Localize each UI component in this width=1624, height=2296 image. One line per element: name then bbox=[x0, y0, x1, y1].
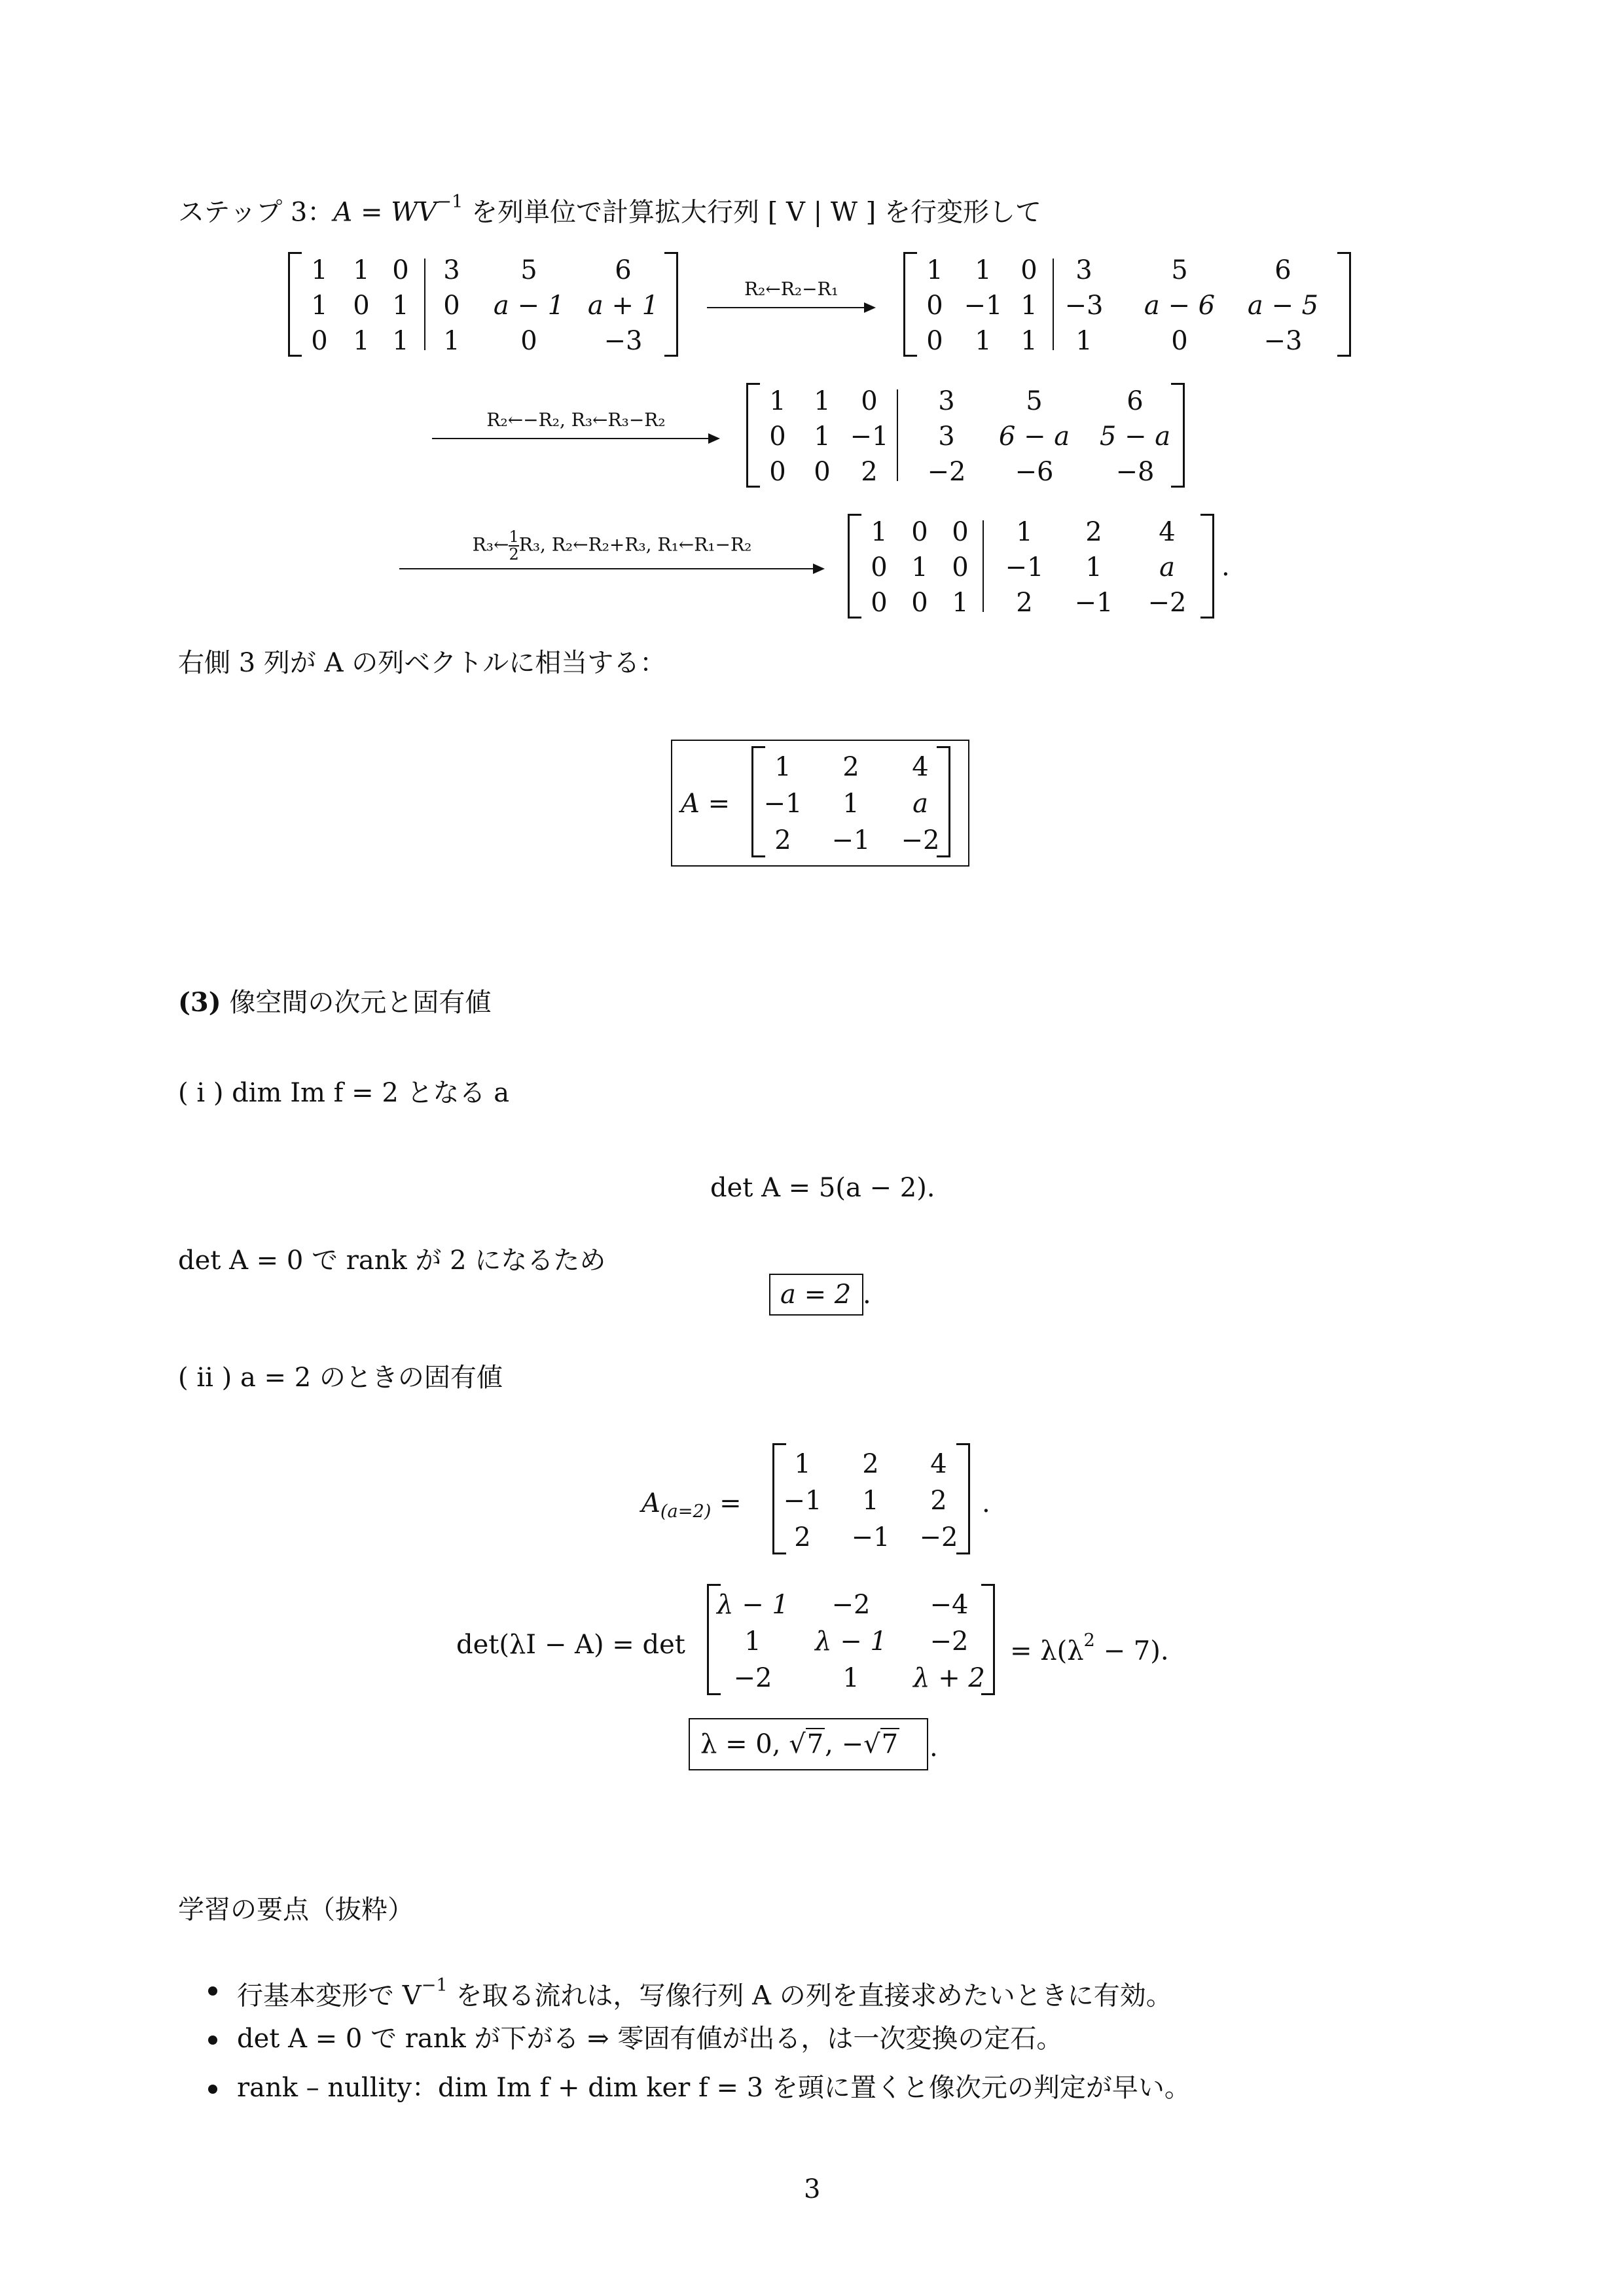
sqrt-arg-1: 7 bbox=[806, 1729, 824, 1759]
matrix-cell: −2 bbox=[919, 1522, 958, 1552]
A2-lhs bbox=[641, 1490, 742, 1520]
sqrt-arg-2: 7 bbox=[881, 1729, 899, 1759]
matrix-cell: 6 bbox=[1127, 386, 1144, 416]
matrix-cell: 2 bbox=[842, 752, 859, 782]
matrix-cell: 1 bbox=[353, 326, 370, 356]
matrix-cell: −2 bbox=[831, 1590, 871, 1620]
matrix-cell: 1 bbox=[814, 422, 831, 452]
matrix-cell: a − 1 bbox=[493, 291, 565, 321]
matrix-cell: 5 − a bbox=[1099, 422, 1171, 452]
matrix-cell: 0 bbox=[353, 291, 370, 321]
row-op-label-1: R₂←R₂−R₁ bbox=[744, 278, 839, 300]
result-matrix-A bbox=[751, 746, 950, 857]
matrix-cell: 2 bbox=[1016, 588, 1033, 618]
matrix-cell: −2 bbox=[929, 1626, 969, 1657]
matrix-cell: −2 bbox=[901, 825, 940, 855]
charpoly-matrix bbox=[707, 1584, 995, 1695]
matrix-cell: 1 bbox=[744, 1626, 761, 1657]
matrix-cell: 6 bbox=[615, 255, 632, 285]
augmented-matrix-2 bbox=[903, 252, 1351, 357]
A2-eq: = bbox=[719, 1488, 742, 1518]
matrix-cell: −1 bbox=[1074, 588, 1113, 618]
step3-mid: を列単位で計算拡大行列 [ V | W ] を行変形して bbox=[463, 197, 1041, 228]
matrix-cell: 1 bbox=[392, 291, 409, 321]
matrix-cell: a + 1 bbox=[587, 291, 659, 321]
matrix-cell: 0 bbox=[911, 517, 928, 547]
section-3-title: 像空間の次元と固有値 bbox=[221, 988, 492, 1018]
matrix-cell: 1 bbox=[311, 291, 328, 321]
matrix-cell: λ − 1 bbox=[717, 1590, 789, 1620]
matrix-cell: −2 bbox=[733, 1663, 772, 1693]
matrix-cell: 1 bbox=[1075, 326, 1092, 356]
row-op-arrow-1 bbox=[707, 278, 876, 315]
matrix-cell: −2 bbox=[927, 457, 966, 487]
matrix-cell: 1 bbox=[443, 326, 460, 356]
row-op-label-3-post: R₃, R₂←R₂+R₃, R₁←R₁−R₂ bbox=[518, 533, 752, 556]
bullet-2: det A = 0 で rank が下がる ⇒ 零固有値が出る，は一次変換の定石。 bbox=[237, 2024, 1063, 2054]
right-columns-note: 右側 3 列が A の列ベクトルに相当する： bbox=[178, 648, 666, 678]
row-op-arrow-2 bbox=[432, 409, 720, 446]
matrix-cell: −1 bbox=[763, 789, 803, 819]
matrix-cell: 0 bbox=[926, 326, 943, 356]
matrix-cell: 1 bbox=[842, 1663, 859, 1693]
matrix-cell: 1 bbox=[871, 517, 888, 547]
det-A-equation: det A = 5(a − 2). bbox=[710, 1173, 935, 1203]
matrix-cell: 4 bbox=[930, 1449, 947, 1479]
matrix-cell: −3 bbox=[604, 326, 643, 356]
matrix-cell: 1 bbox=[975, 326, 992, 356]
part-ii-label: ( ii ) a = 2 のときの固有値 bbox=[178, 1363, 503, 1393]
matrix-cell: a − 5 bbox=[1247, 291, 1319, 321]
matrix-cell: −1 bbox=[851, 1522, 890, 1552]
bullet-dot-3 bbox=[208, 2085, 217, 2094]
matrix-cell: 6 bbox=[1274, 255, 1291, 285]
matrix-cell: 0 bbox=[520, 326, 537, 356]
matrix-cell: −1 bbox=[1005, 552, 1044, 583]
half-numerator: 1 bbox=[509, 528, 519, 546]
matrix-cell: 1 bbox=[862, 1486, 879, 1516]
matrix-cell: 6 − a bbox=[998, 422, 1070, 452]
matrix-cell: 4 bbox=[912, 752, 929, 782]
augmented-matrix-1 bbox=[288, 252, 678, 357]
page-number: 3 bbox=[804, 2174, 821, 2204]
matrix-cell: 0 bbox=[952, 552, 969, 583]
result-matrix-lhs: A = bbox=[681, 789, 731, 819]
matrix-cell: 1 bbox=[1016, 517, 1033, 547]
A2-lhs-main: A bbox=[641, 1488, 660, 1518]
matrix-cell: 2 bbox=[1085, 517, 1102, 547]
matrix-cell: λ − 1 bbox=[815, 1626, 887, 1657]
augmented-matrix-4 bbox=[848, 514, 1214, 619]
matrix-cell: −8 bbox=[1115, 457, 1155, 487]
matrix-cell: λ + 2 bbox=[913, 1663, 985, 1693]
matrix-cell: −2 bbox=[1147, 588, 1187, 618]
charpoly-rhs bbox=[1010, 1632, 1169, 1664]
bullet-1-sup: −1 bbox=[421, 1975, 448, 1996]
A2-lhs-sub: (a=2) bbox=[660, 1501, 712, 1522]
row-op-label-2: R₂←−R₂, R₃←R₃−R₂ bbox=[486, 409, 666, 431]
matrix-cell: −4 bbox=[929, 1590, 969, 1620]
matrix-cell: 1 bbox=[794, 1449, 811, 1479]
step3-heading bbox=[178, 192, 1041, 228]
matrix-cell: 1 bbox=[392, 326, 409, 356]
matrix-cell: a − 6 bbox=[1144, 291, 1216, 321]
bullet-dot-2 bbox=[208, 2036, 217, 2045]
summary-title: 学習の要点（抜粋） bbox=[178, 1895, 414, 1925]
matrix-cell: 3 bbox=[443, 255, 460, 285]
row-op-label-3-pre: R₃← bbox=[472, 533, 509, 556]
matrix-cell: 2 bbox=[774, 825, 791, 855]
matrix-cell: 1 bbox=[952, 588, 969, 618]
section-3-heading bbox=[178, 987, 492, 1018]
matrix-cell: 3 bbox=[1075, 255, 1092, 285]
charpoly-rhs-sup: 2 bbox=[1083, 1630, 1095, 1651]
charpoly-rhs-post: − 7). bbox=[1094, 1636, 1169, 1666]
matrix-cell: 1 bbox=[911, 552, 928, 583]
matrix-cell: −1 bbox=[831, 825, 871, 855]
bullet-1 bbox=[237, 1977, 1172, 2009]
eigen-period: . bbox=[929, 1732, 938, 1763]
matrix-cell: 0 bbox=[392, 255, 409, 285]
matrix-cell: 1 bbox=[926, 255, 943, 285]
matrix-cell: 5 bbox=[1026, 386, 1043, 416]
matrix-cell: 2 bbox=[861, 457, 878, 487]
matrix-cell: −1 bbox=[783, 1486, 822, 1516]
matrix-cell: 0 bbox=[911, 588, 928, 618]
matrix-cell: 1 bbox=[1020, 326, 1038, 356]
matrix-4-period: . bbox=[1221, 552, 1230, 582]
bullet-1-a: 行基本変形で V bbox=[237, 1981, 422, 2011]
matrix-cell: 0 bbox=[861, 386, 878, 416]
matrix-cell: 4 bbox=[1159, 517, 1176, 547]
matrix-cell: 3 bbox=[938, 422, 955, 452]
matrix-cell: 2 bbox=[862, 1449, 879, 1479]
matrix-cell: 1 bbox=[975, 255, 992, 285]
sqrt-sign-2: √ bbox=[863, 1729, 880, 1759]
matrix-cell: 1 bbox=[353, 255, 370, 285]
matrix-cell: 0 bbox=[926, 291, 943, 321]
eigenvalues bbox=[700, 1731, 899, 1757]
matrix-cell: −6 bbox=[1015, 457, 1054, 487]
matrix-cell: 1 bbox=[1085, 552, 1102, 583]
charpoly-rhs-pre: = λ(λ bbox=[1010, 1636, 1084, 1666]
a-equals-2-period: . bbox=[863, 1280, 871, 1310]
matrix-cell: 0 bbox=[871, 552, 888, 583]
half-denominator: 2 bbox=[509, 545, 519, 564]
matrix-cell: 0 bbox=[769, 422, 786, 452]
matrix-cell: 0 bbox=[1020, 255, 1038, 285]
matrix-cell: −1 bbox=[850, 422, 889, 452]
matrix-cell: 1 bbox=[311, 255, 328, 285]
matrix-cell: 0 bbox=[769, 457, 786, 487]
matrix-cell: 0 bbox=[311, 326, 328, 356]
matrix-cell: 2 bbox=[930, 1486, 947, 1516]
matrix-cell: 1 bbox=[774, 752, 791, 782]
matrix-cell: 2 bbox=[794, 1522, 811, 1552]
matrix-cell: 0 bbox=[952, 517, 969, 547]
matrix-cell: 0 bbox=[871, 588, 888, 618]
a-equals-2: a = 2 bbox=[780, 1280, 852, 1310]
matrix-cell: 1 bbox=[814, 386, 831, 416]
section-3-number: (3) bbox=[178, 987, 221, 1018]
matrix-cell: −1 bbox=[964, 291, 1003, 321]
matrix-cell: −3 bbox=[1064, 291, 1104, 321]
matrix-cell: 5 bbox=[1171, 255, 1188, 285]
sqrt-sign-1: √ bbox=[789, 1729, 806, 1759]
augmented-matrix-3 bbox=[746, 383, 1185, 488]
part-i-label: ( i ) dim Im f = 2 となる a bbox=[178, 1078, 510, 1108]
row-op-arrow-3 bbox=[399, 524, 825, 576]
matrix-cell: 5 bbox=[520, 255, 537, 285]
step3-prefix: ステップ 3： bbox=[178, 197, 334, 228]
matrix-cell: a bbox=[1159, 552, 1175, 583]
bullet-3: rank – nullity：dim Im f + dim ker f = 3 を頭に置くと像次元の判定が早い。 bbox=[237, 2073, 1191, 2103]
matrix-cell: −3 bbox=[1263, 326, 1303, 356]
rank-condition-text: det A = 0 で rank が 2 になるため bbox=[178, 1246, 606, 1276]
matrix-cell: 1 bbox=[1020, 291, 1038, 321]
matrix-cell: a bbox=[912, 789, 928, 819]
eigen-mid: , − bbox=[825, 1729, 864, 1759]
bullet-dot-1 bbox=[208, 1986, 217, 1996]
A2-period: . bbox=[982, 1488, 990, 1518]
matrix-cell: 1 bbox=[769, 386, 786, 416]
matrix-cell: 0 bbox=[814, 457, 831, 487]
A-at-a-equals-2 bbox=[772, 1443, 970, 1554]
matrix-cell: 3 bbox=[938, 386, 955, 416]
bullet-1-b: を取る流れは，写像行列 A の列を直接求めたいときに有効。 bbox=[447, 1981, 1172, 2011]
matrix-cell: 0 bbox=[443, 291, 460, 321]
step3-eq: A = WV bbox=[333, 197, 437, 228]
step3-sup: −1 bbox=[437, 192, 463, 212]
charpoly-lhs: det(λI − A) = det bbox=[456, 1630, 685, 1660]
matrix-cell: 0 bbox=[1171, 326, 1188, 356]
eigen-pre: λ = 0, bbox=[700, 1729, 789, 1759]
matrix-cell: 1 bbox=[842, 789, 859, 819]
